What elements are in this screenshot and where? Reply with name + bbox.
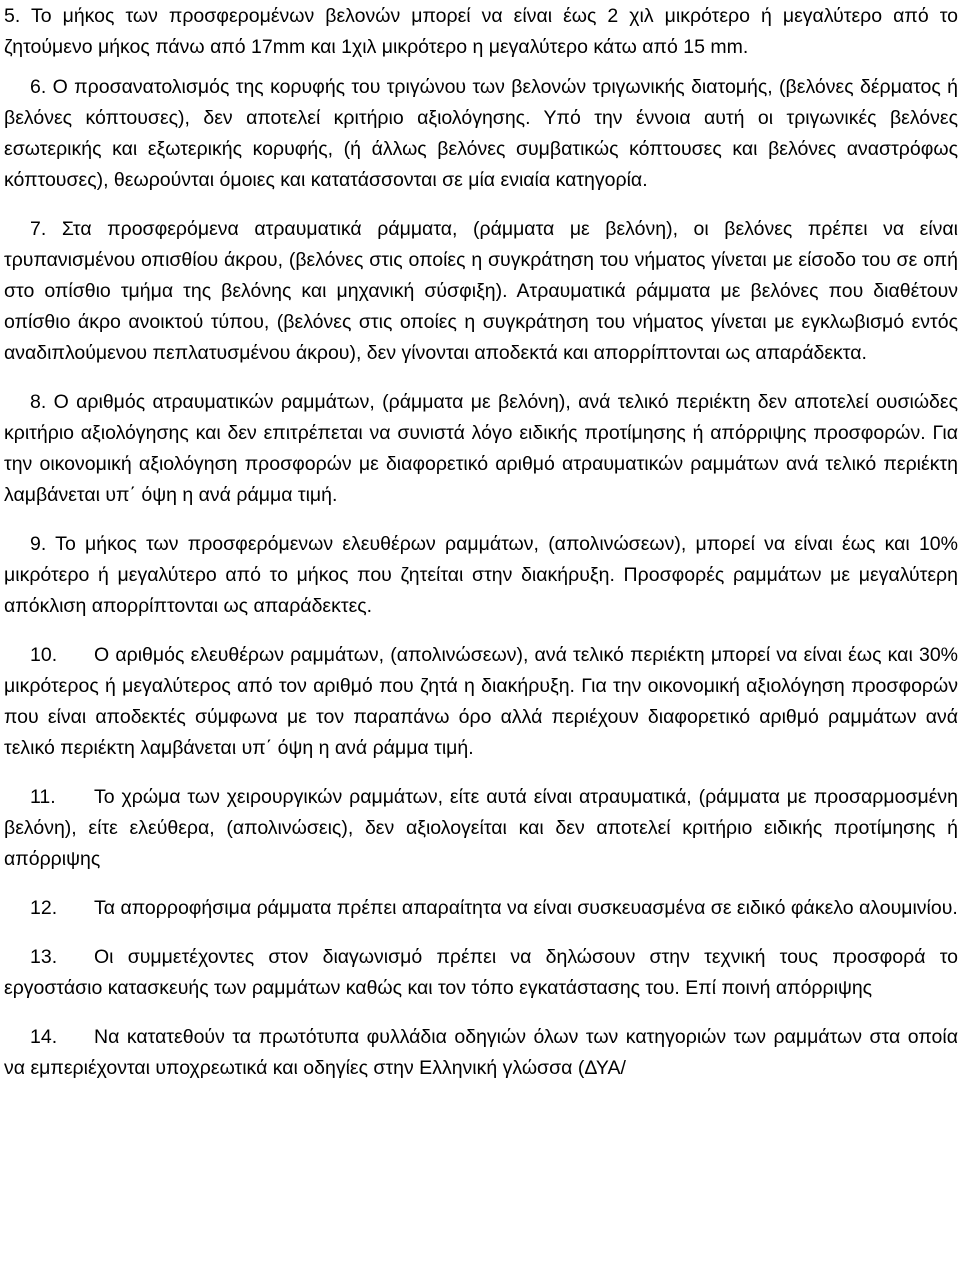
paragraph-number: 8. [30, 391, 47, 413]
paragraph-6 [4, 72, 958, 196]
paragraph-text: Το μήκος των προσφερόμενων ελευθέρων ραμμάτων, (απολινώσεων), μπορεί να είναι έως και 10% μικρότερο ή μεγαλύτερο από το μήκος που ζητείται στην διακήρυξη. Προσφορές ραμμάτων με μεγαλύτερη απόκλιση απορρίπτονται ως απαράδεκτες. [4, 533, 958, 617]
paragraph-number: 9. [30, 533, 47, 555]
paragraph-number: 12. [30, 897, 58, 919]
paragraph-8 [4, 387, 958, 511]
paragraph-number: 11. [30, 786, 56, 808]
paragraph-text: Στα προσφερόμενα ατραυματικά ράμματα, (ράμματα με βελόνη), οι βελόνες πρέπει να είναι τρυπανισμένου οπισθίου άκρου, (βελόνες στις οποίες η συγκράτηση του νήματος γίνεται με είσοδο του σε οπή στο οπίσθιο τμήμα της βελόνης και μηχανική σύσφιξη). Ατραυματικά ράμματα με βελόνες που διαθέτουν οπίσθιο άκρο ανοικτού τύπου, (βελόνες στις οποίες η συγκράτηση του νήματος γίνεται με εγκλωβισμό εντός αναδιπλούμενου πεπλατυσμένου άκρου), δεν γίνονται αποδεκτά και απορρίπτονται ως απαράδεκτα. [4, 218, 959, 364]
paragraph-number: 5. [4, 5, 21, 27]
paragraph-number: 10. [30, 644, 58, 666]
paragraph-7 [4, 214, 958, 369]
paragraph-12 [4, 893, 958, 924]
paragraph-11 [4, 782, 958, 875]
paragraph-13 [4, 942, 958, 1004]
paragraph-number: 6. [30, 76, 47, 98]
paragraph-9 [4, 529, 958, 622]
paragraph-number: 14. [30, 1026, 58, 1048]
paragraph-number: 7. [30, 218, 47, 240]
paragraph-5 [4, 1, 958, 63]
paragraph-text: Τα απορροφήσιμα ράμματα πρέπει απαραίτητα να είναι συσκευασμένα σε ειδικό φάκελο αλουμινίου. [94, 897, 958, 919]
paragraph-text: Ο προσανατολισμός της κορυφής του τριγώνου των βελονών τριγωνικής διατομής, (βελόνες δέρματος ή βελόνες κόπτουσες), δεν αποτελεί κριτήριο αξιολόγησης. Υπό την έννοια αυτή οι τριγωνικές βελόνες εσωτερικής και εξωτερικής κορυφής, (ή άλλως βελόνες συμβατικώς κόπτουσες και βελόνες αναστρόφως κόπτουσες), θεωρούνται όμοιες και κατατάσσονται σε μία ενιαία κατηγορία. [4, 76, 958, 191]
paragraph-number: 13. [30, 946, 58, 968]
paragraph-text: Να κατατεθούν τα πρωτότυπα φυλλάδια οδηγιών όλων των κατηγοριών των ραμμάτων στα οποία να εμπεριέχονται υποχρεωτικά και οδηγίες στην Ελληνική γλώσσα (ΔΥΑ/ [4, 1026, 958, 1079]
paragraph-14 [4, 1022, 958, 1084]
paragraph-text: Το χρώμα των χειρουργικών ραμμάτων, είτε αυτά είναι ατραυματικά, (ράμματα με προσαρμοσμένη βελόνη), είτε ελεύθερα, (απολινώσεις), δεν αξιολογείται και δεν αποτελεί κριτήριο ειδικής προτίμησης ή απόρριψης [4, 786, 958, 870]
paragraph-text: Το μήκος των προσφερομένων βελονών μπορεί να είναι έως 2 χιλ μικρότερο ή μεγαλύτερο από το ζητούμενο μήκος πάνω από 17mm και 1χιλ μικρότερο η μεγαλύτερο κάτω από 15 mm. [4, 5, 958, 58]
paragraph-text: Ο αριθμός ελευθέρων ραμμάτων, (απολινώσεων), ανά τελικό περιέκτη μπορεί να είναι έως και 30% μικρότερος ή μεγαλύτερος από τον αριθμό που ζητά η διακήρυξη. Για την οικονομική αξιολόγηση προσφορών που είναι αποδεκτές σύμφωνα με τον παραπάνω όρο αλλά περιέχουν διαφορετικό αριθμό ραμμάτων ανά τελικό περιέκτη λαμβάνεται υπ΄ όψη η ανά ράμμα τιμή. [4, 644, 958, 759]
paragraph-text: Ο αριθμός ατραυματικών ραμμάτων, (ράμματα με βελόνη), ανά τελικό περιέκτη δεν αποτελεί ουσιώδες κριτήριο αξιολόγησης και δεν επιτρέπεται να συνιστά λόγο ειδικής προτίμησης ή απόρριψης προσφορών. Για την οικονομική αξιολόγηση προσφορών με διαφορετικό αριθμό ατραυματικών ραμμάτων ανά τελικό περιέκτη λαμβάνεται υπ΄ όψη η ανά ράμμα τιμή. [4, 391, 958, 506]
document-page [4, 0, 958, 1084]
paragraph-text: Οι συμμετέχοντες στον διαγωνισμό πρέπει να δηλώσουν στην τεχνική τους προσφορά το εργοστάσιο κατασκευής των ραμμάτων καθώς και τον τόπο εγκατάστασης του. Επί ποινή απόρριψης [4, 946, 958, 999]
paragraph-10 [4, 640, 958, 764]
